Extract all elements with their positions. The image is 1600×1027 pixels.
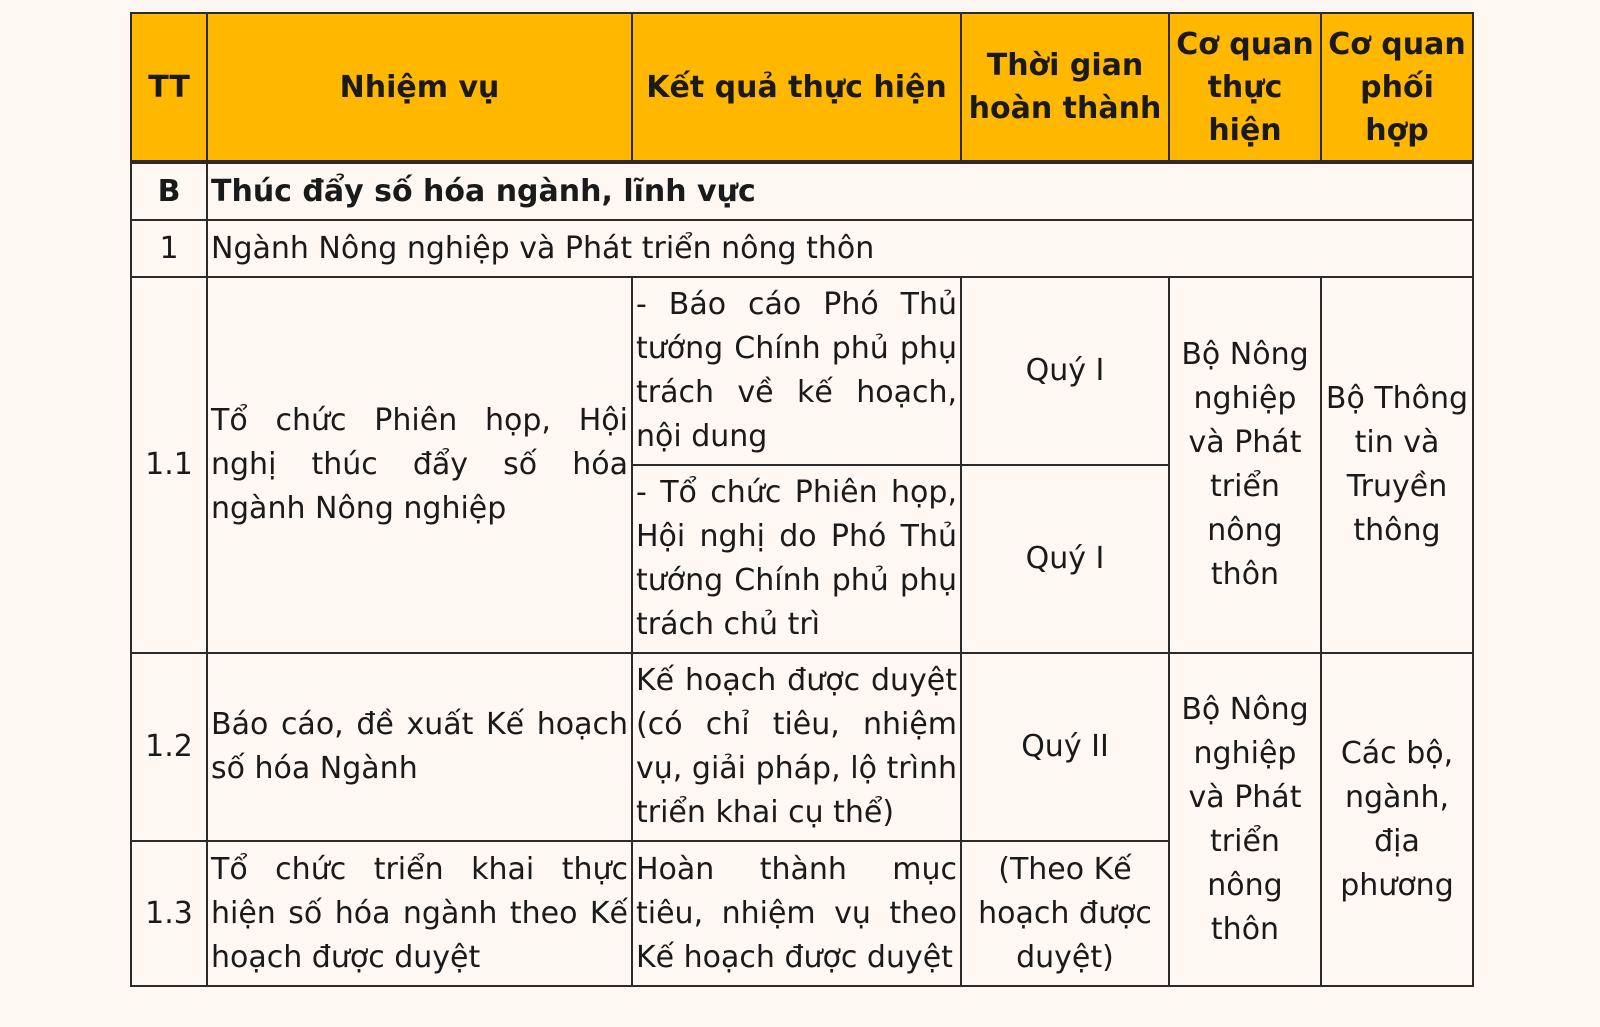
- task-table: [130, 12, 1474, 987]
- task-table-container: [130, 12, 1472, 987]
- row-task: Tổ chức Phiên họp, Hội nghị thúc đẩy số hóa ngành Nông nghiệp: [207, 277, 632, 653]
- header-result: Kết quả thực hiện: [632, 13, 961, 162]
- row-tt: 1.1: [131, 277, 207, 653]
- header-lead-agency: Cơ quan thực hiện: [1169, 13, 1321, 162]
- row-tt: 1.2: [131, 653, 207, 841]
- section-title: Thúc đẩy số hóa ngành, lĩnh vực: [207, 162, 1473, 220]
- header-coordinating-agency: Cơ quan phối hợp: [1321, 13, 1473, 162]
- header-task: Nhiệm vụ: [207, 13, 632, 162]
- header-time: Thời gian hoàn thành: [961, 13, 1169, 162]
- header-tt: TT: [131, 13, 207, 162]
- table-row: [131, 653, 1473, 841]
- row-time: Quý II: [961, 653, 1169, 841]
- row-time: Quý I: [961, 277, 1169, 465]
- section-row: [131, 162, 1473, 220]
- row-lead-agency: Bộ Nông nghiệp và Phát triển nông thôn: [1169, 277, 1321, 653]
- row-lead-agency: Bộ Nông nghiệp và Phát triển nông thôn: [1169, 653, 1321, 986]
- row-result: - Tổ chức Phiên họp, Hội nghị do Phó Thủ tướng Chính phủ phụ trách chủ trì: [632, 465, 961, 653]
- group-title: Ngành Nông nghiệp và Phát triển nông thôn: [207, 220, 1473, 277]
- row-result: Hoàn thành mục tiêu, nhiệm vụ theo Kế hoạch được duyệt: [632, 841, 961, 986]
- row-task: Báo cáo, đề xuất Kế hoạch số hóa Ngành: [207, 653, 632, 841]
- row-result: Kế hoạch được duyệt (có chỉ tiêu, nhiệm vụ, giải pháp, lộ trình triển khai cụ thể): [632, 653, 961, 841]
- row-result: - Báo cáo Phó Thủ tướng Chính phủ phụ trách về kế hoạch, nội dung: [632, 277, 961, 465]
- row-coordinating-agency: Bộ Thông tin và Truyền thông: [1321, 277, 1473, 653]
- group-tt: 1: [131, 220, 207, 277]
- row-time: (Theo Kế hoạch được duyệt): [961, 841, 1169, 986]
- header-row: [131, 13, 1473, 162]
- row-time: Quý I: [961, 465, 1169, 653]
- group-row: [131, 220, 1473, 277]
- row-task: Tổ chức triển khai thực hiện số hóa ngành theo Kế hoạch được duyệt: [207, 841, 632, 986]
- table-row: [131, 277, 1473, 465]
- row-coordinating-agency: Các bộ, ngành, địa phương: [1321, 653, 1473, 986]
- section-tt: B: [131, 162, 207, 220]
- row-tt: 1.3: [131, 841, 207, 986]
